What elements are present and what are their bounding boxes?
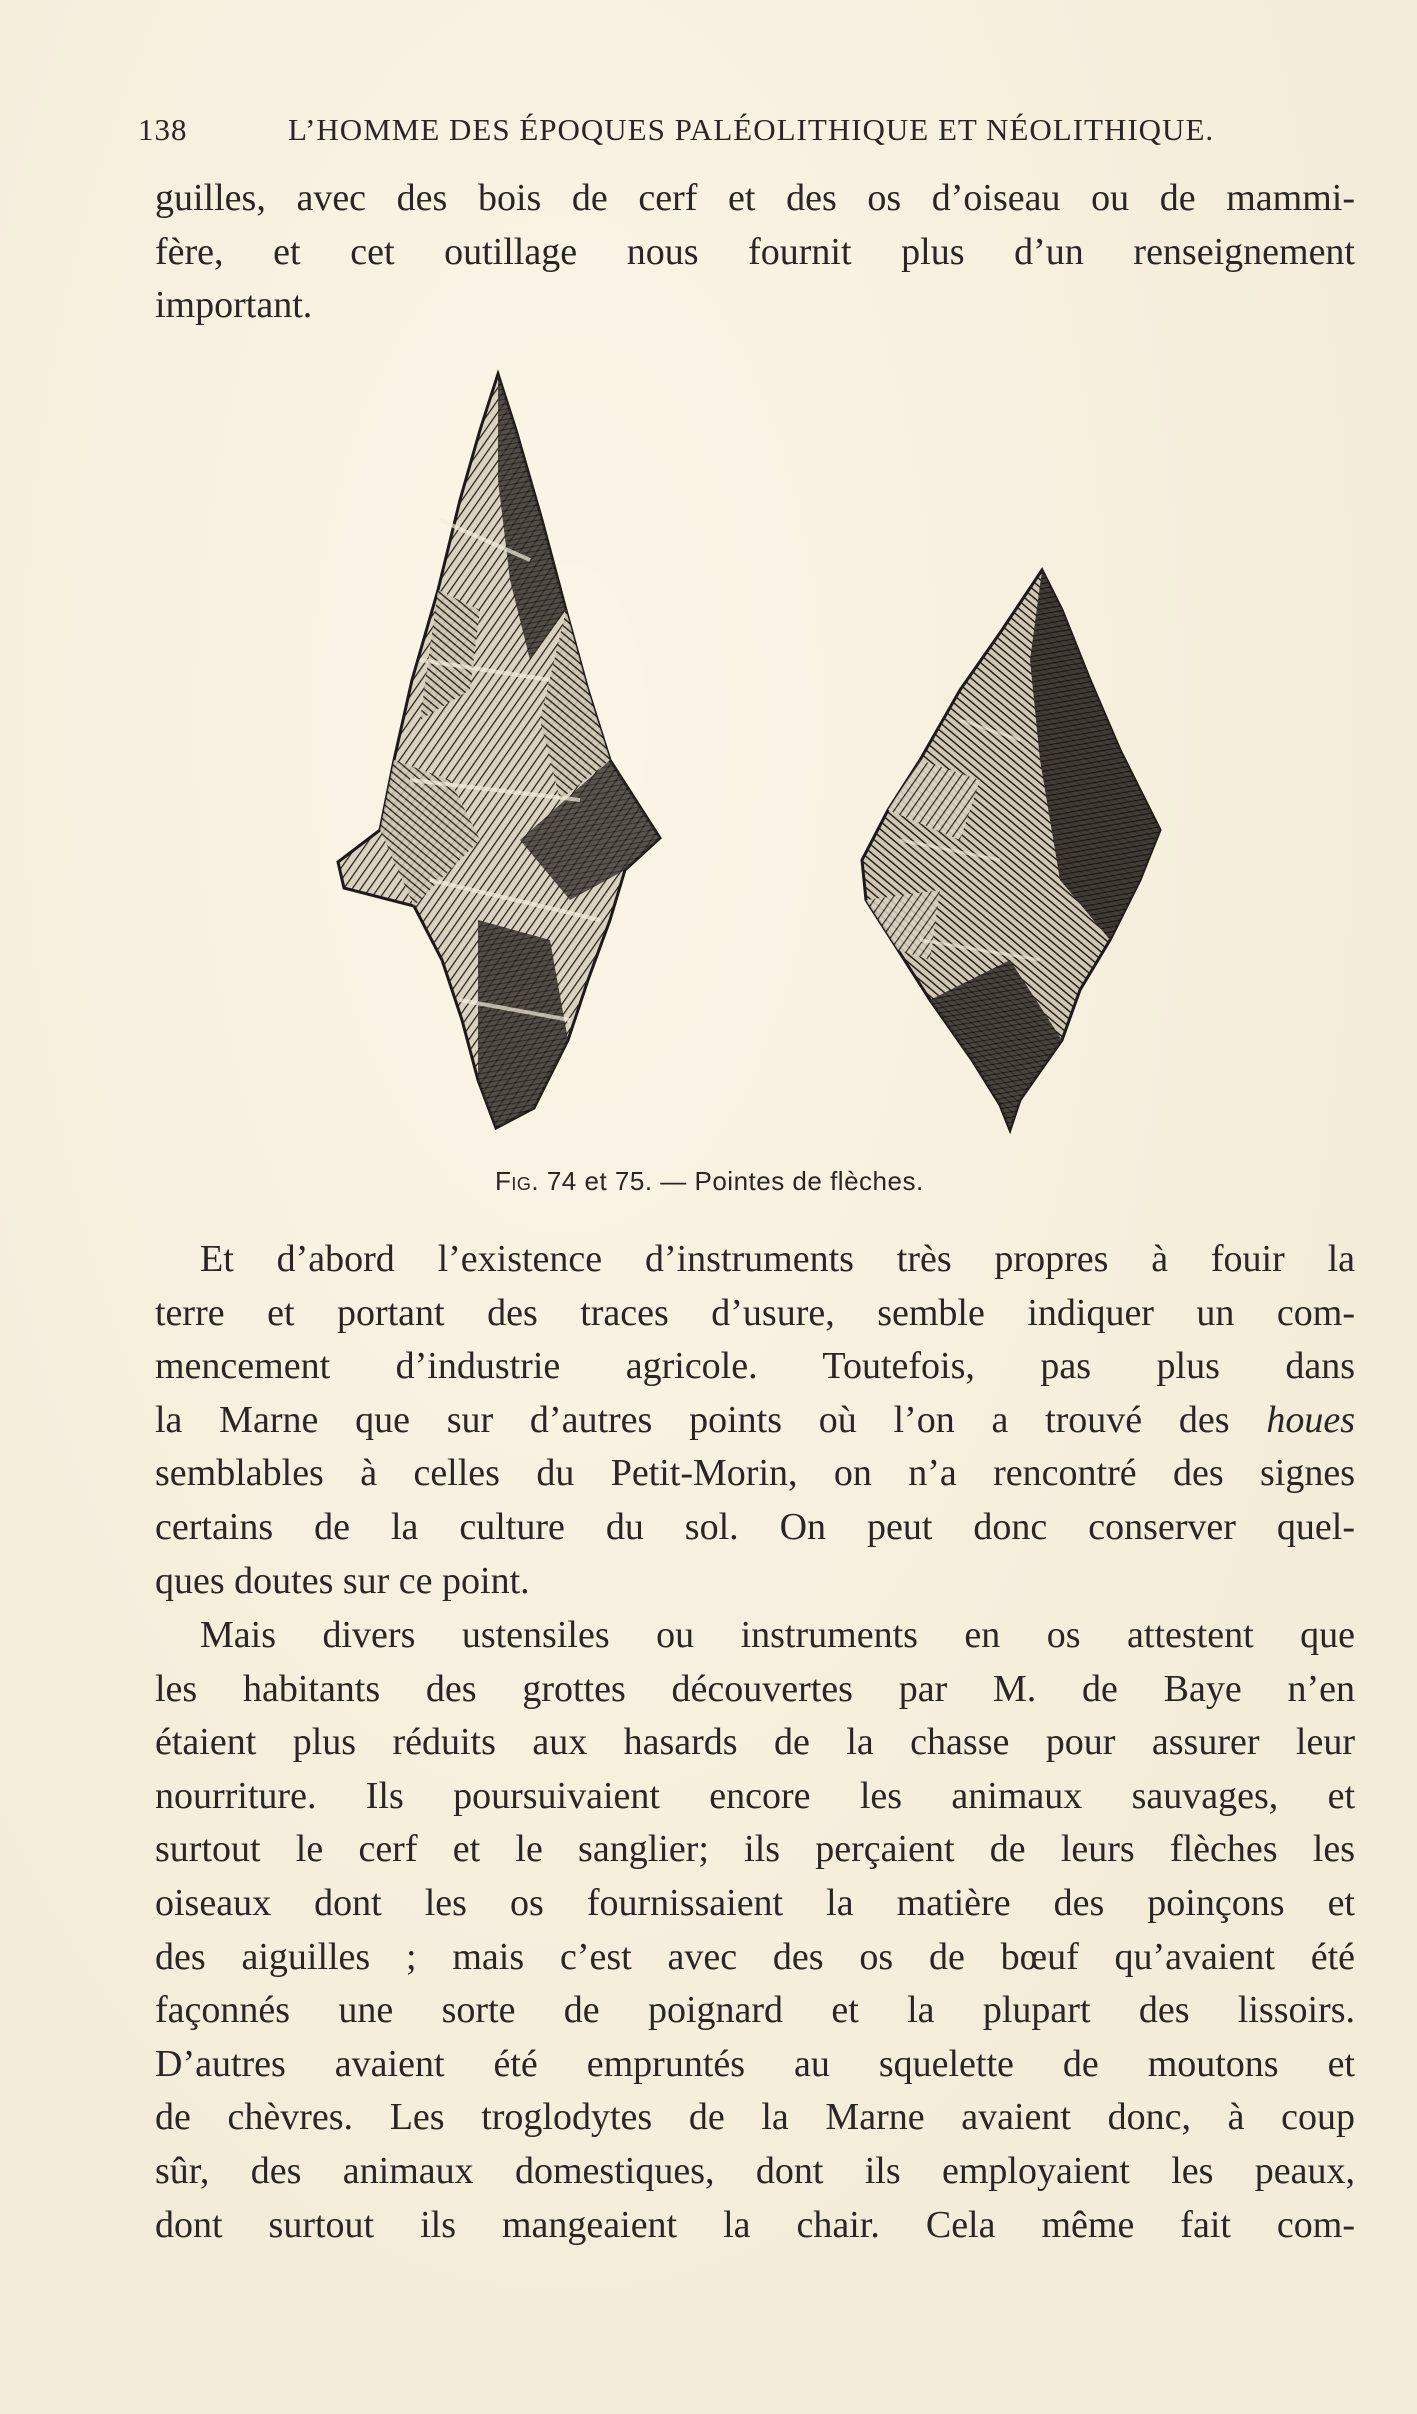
text-line: de chèvres. Les troglodytes de la Marne avaient donc, à coup — [155, 2096, 1355, 2139]
text-line: surtout le cerf et le sanglier; ils perçaient de leurs flèches les — [155, 1828, 1355, 1871]
figure-caption — [495, 1166, 924, 1197]
running-title: L’HOMME DES ÉPOQUES PALÉOLITHIQUE ET NÉOLITHIQUE. — [288, 112, 1215, 147]
text-line: des aiguilles ; mais c’est avec des os de bœuf qu’avaient été — [155, 1935, 1355, 1978]
figure-caption-text: 74 et 75. — Pointes de flèches. — [546, 1166, 924, 1196]
text-line: terre et portant des traces d’usure, semble indiquer un com- — [155, 1291, 1355, 1334]
text-line: semblables à celles du Petit-Morin, on n’a rencontré des signes — [155, 1452, 1355, 1495]
text-fragment: la Marne que sur d’autres points où l’on a trouvé des — [155, 1398, 1267, 1441]
text-line — [155, 1394, 1355, 1448]
left-arrowhead-icon — [338, 374, 660, 1128]
text-line: D’autres avaient été empruntés au squelette de moutons et — [155, 2042, 1355, 2085]
continued-paragraph — [155, 172, 1355, 333]
text-line: Et d’abord l’existence d’instruments très propres à fouir la — [200, 1238, 1355, 1280]
right-arrowhead-icon — [862, 570, 1160, 1130]
paragraph-bone-tools — [155, 1609, 1355, 2252]
text-line: étaient plus réduits aux hasards de la chasse pour assurer leur — [155, 1721, 1355, 1764]
text-line: important. — [155, 284, 313, 327]
text-line: nourriture. Ils poursuivaient encore les animaux sauvages, et — [155, 1774, 1355, 1817]
paragraph-agriculture — [155, 1233, 1355, 1608]
text-line: Mais divers ustensiles ou instruments en os attestent que — [200, 1614, 1355, 1656]
figure-arrowheads — [320, 360, 1180, 1160]
text-line: certains de la culture du sol. On peut donc conserver quel- — [155, 1505, 1355, 1548]
page-number: 138 — [138, 112, 188, 147]
text-line: fère, et cet outillage nous fournit plus d’un renseignement — [155, 230, 1355, 273]
italic-term: houes — [1266, 1398, 1355, 1441]
text-line: sûr, des animaux domestiques, dont ils employaient les peaux, — [155, 2149, 1355, 2192]
text-line: guilles, avec des bois de cerf et des os d’oiseau ou de mammi- — [155, 177, 1355, 219]
text-line: dont surtout ils mangeaient la chair. Cela même fait com- — [155, 2203, 1355, 2246]
figure-label: Fig. — [495, 1166, 540, 1196]
text-line: ques doutes sur ce point. — [155, 1559, 530, 1602]
text-line: mencement d’industrie agricole. Toutefois, pas plus dans — [155, 1345, 1355, 1388]
text-line: les habitants des grottes découvertes par M. de Baye n’en — [155, 1667, 1355, 1710]
text-line: oiseaux dont les os fournissaient la matière des poinçons et — [155, 1881, 1355, 1924]
running-head — [138, 112, 1215, 156]
text-line: façonnés une sorte de poignard et la plupart des lissoirs. — [155, 1989, 1355, 2032]
